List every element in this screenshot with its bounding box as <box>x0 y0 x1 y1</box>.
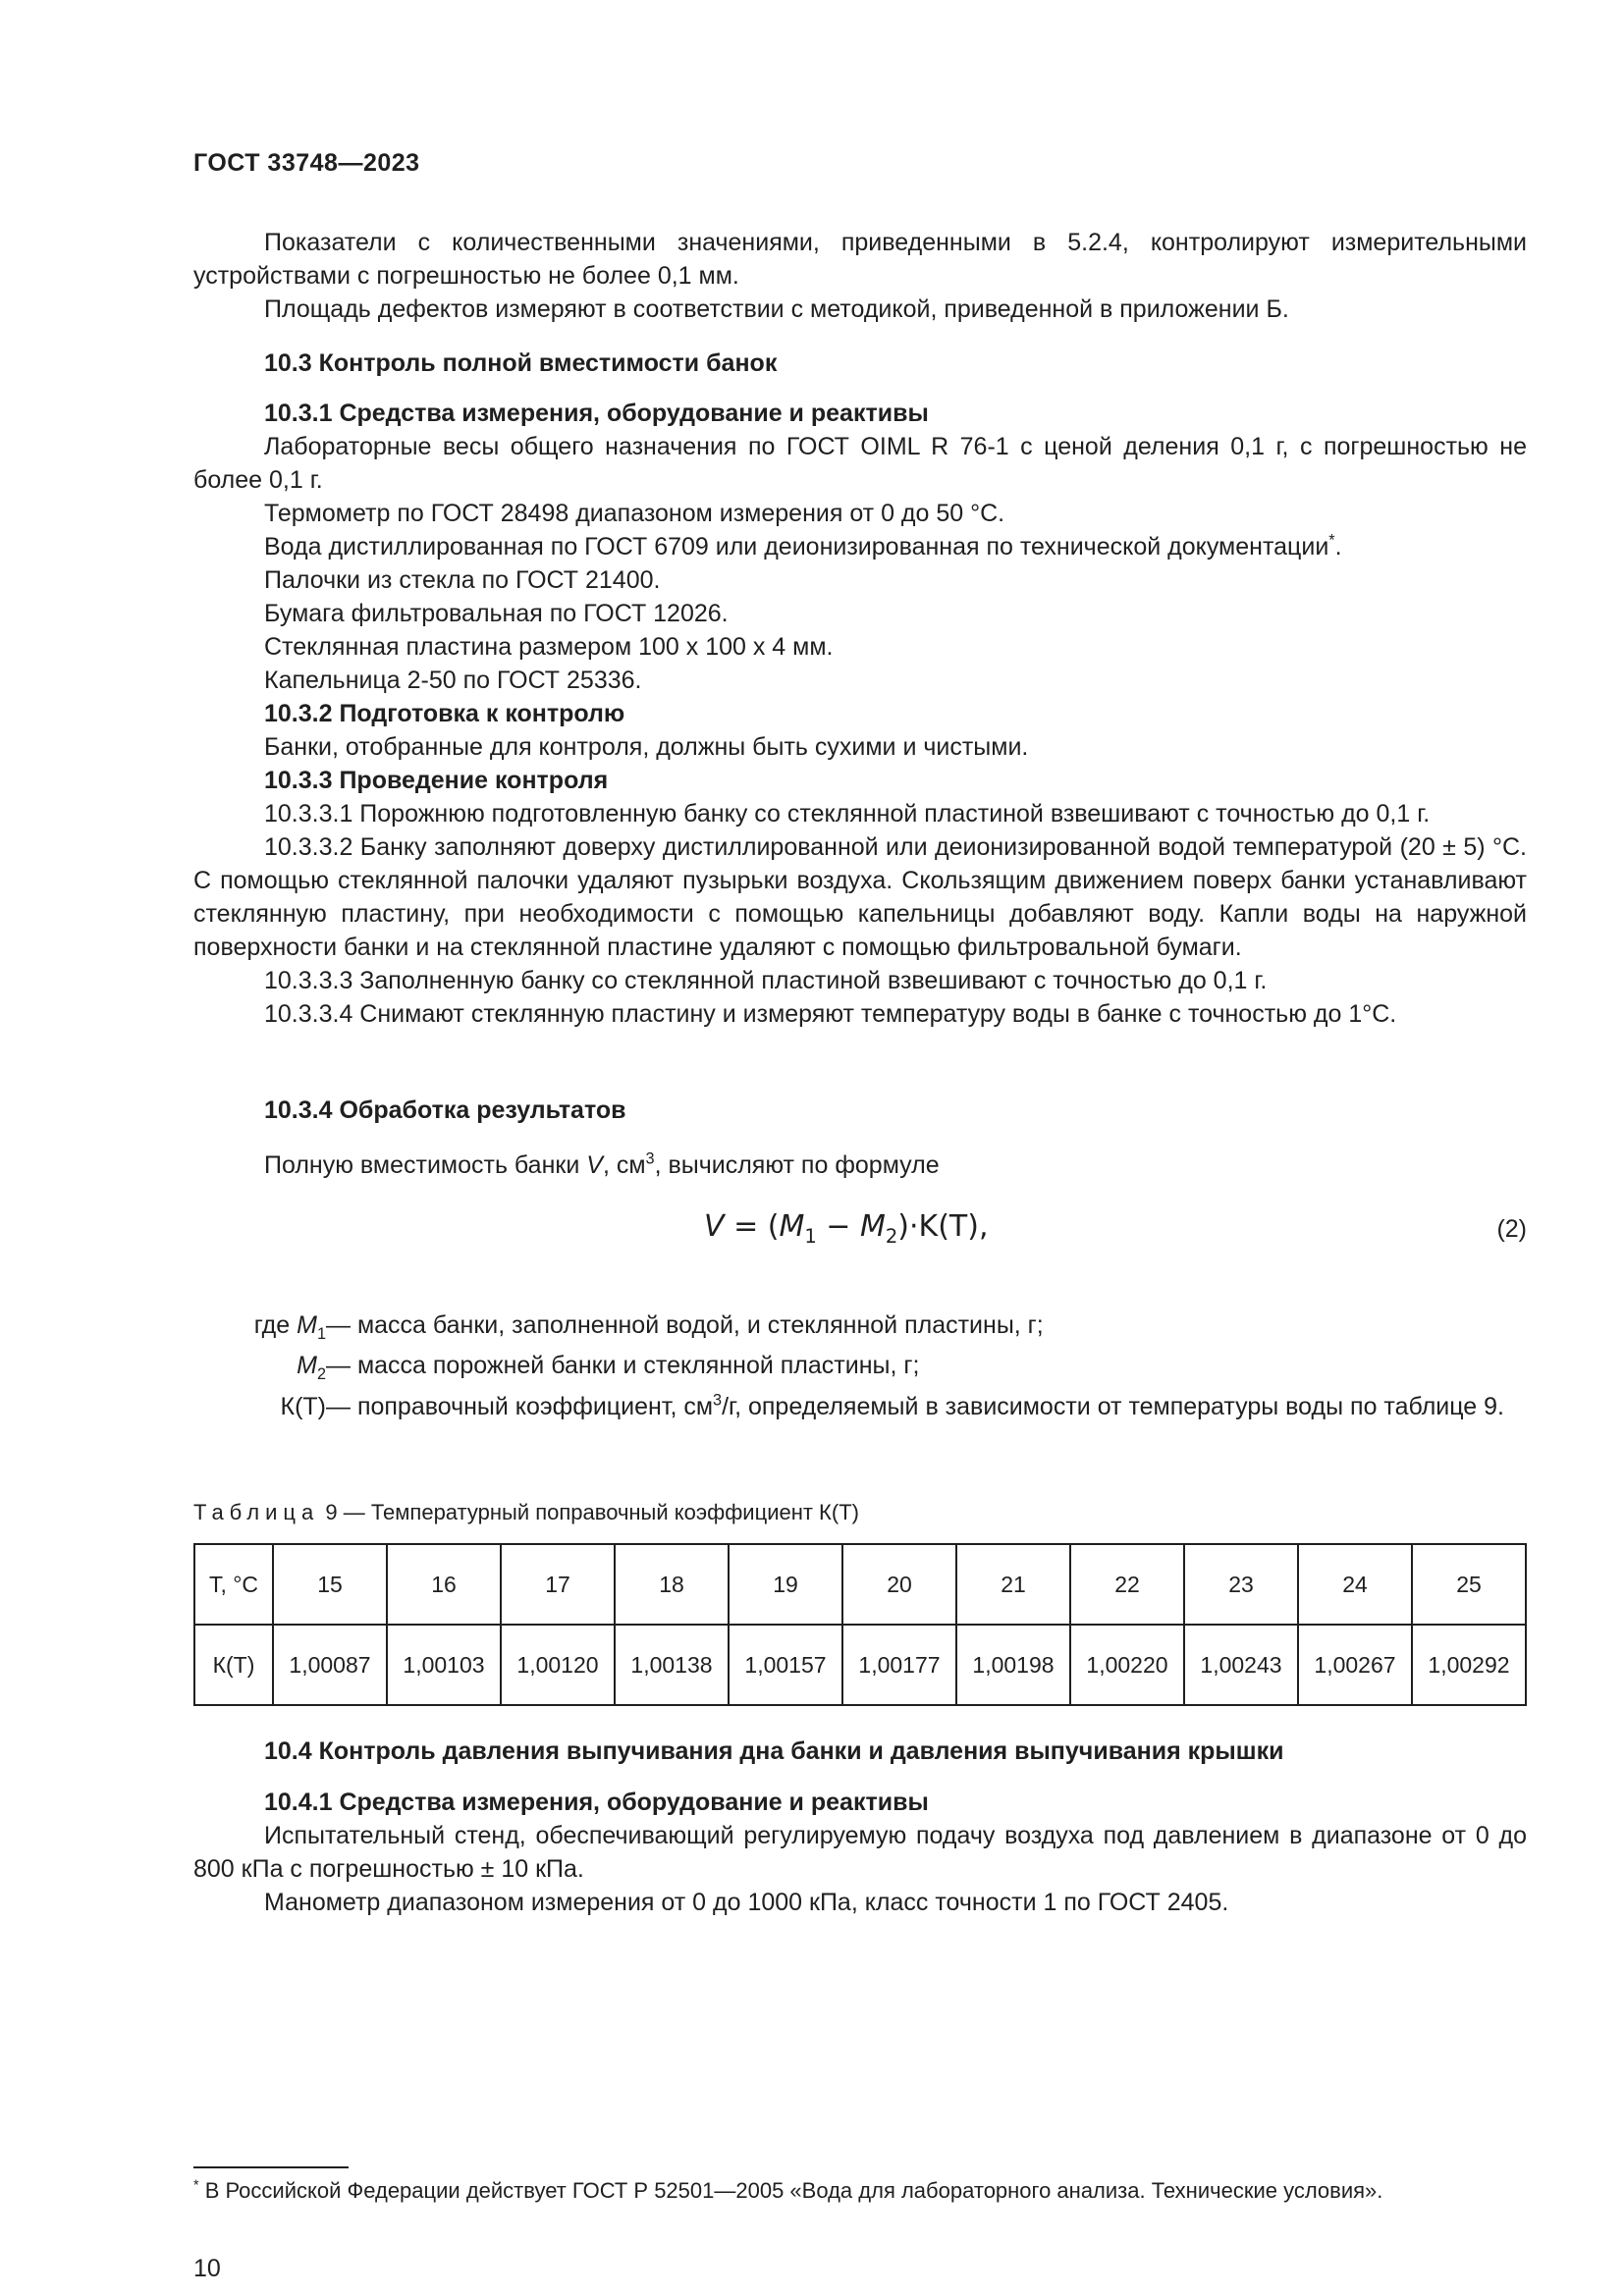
formula-number: (2) <box>1496 1215 1527 1243</box>
table-cell-temp: 18 <box>615 1544 729 1625</box>
heading-10-4: 10.4 Контроль давления выпучивания дна банки и давления выпучивания крышки <box>264 1737 1284 1765</box>
page-number: 10 <box>193 2255 221 2282</box>
table-cell-temp: 25 <box>1412 1544 1526 1625</box>
formula-2: $V = (M_1 - M_2)\cdot K(T)$, <box>704 1209 989 1248</box>
table-cell-temp: 20 <box>842 1544 956 1625</box>
equipment-item: Капельница 2-50 по ГОСТ 25336. <box>264 667 642 694</box>
equipment-item: Палочки из стекла по ГОСТ 21400. <box>264 566 661 594</box>
heading-10-4-1: 10.4.1 Средства измерения, оборудование и реактивы <box>264 1789 929 1816</box>
table-caption: Таблица 9 — Температурный поправочный коэффициент К(Т) <box>193 1500 859 1524</box>
table-cell-coef: 1,00198 <box>956 1625 1070 1705</box>
section-10-4-1 <box>193 1786 1527 1919</box>
intro-paragraph-1: Показатели с количественными значениями, приведенными в 5.2.4, контролируют измерительными устройствами с погрешностью не более 0,1 мм. <box>193 229 1527 290</box>
equipment-item: Манометр диапазоном измерения от 0 до 1000 кПа, класс точности 1 по ГОСТ 2405. <box>264 1889 1229 1916</box>
equipment-item: Вода дистиллированная по ГОСТ 6709 или деионизированная по технической документации*. <box>264 531 1342 561</box>
equipment-item: Лабораторные весы общего назначения по ГОСТ OIML R 76-1 с ценой деления 0,1 г, с погрешностью не более 0,1 г. <box>193 433 1527 494</box>
table-cell-coef: 1,00177 <box>842 1625 956 1705</box>
procedure-step: 10.3.3.1 Порожнюю подготовленную банку со стеклянной пластиной взвешивают с точностью до 0,1 г. <box>264 800 1431 828</box>
equipment-item: Бумага фильтровальная по ГОСТ 12026. <box>264 600 729 627</box>
table-row <box>194 1625 1526 1705</box>
table-cell-coef: 1,00292 <box>1412 1625 1526 1705</box>
footnote-separator <box>193 2166 349 2168</box>
table-cell-coef: 1,00120 <box>501 1625 615 1705</box>
table-cell-temp: 22 <box>1070 1544 1184 1625</box>
table-cell-temp: 23 <box>1184 1544 1298 1625</box>
table-cell-temp: 19 <box>729 1544 842 1625</box>
document-code: ГОСТ 33748—2023 <box>193 149 420 177</box>
table-cell-temp: 21 <box>956 1544 1070 1625</box>
intro-paragraph-2: Площадь дефектов измеряют в соответствии с методикой, приведенной в приложении Б. <box>264 295 1289 323</box>
heading-10-3-3: 10.3.3 Проведение контроля <box>264 767 609 794</box>
heading-10-3-2: 10.3.2 Подготовка к контролю <box>264 700 625 727</box>
footnote: * В Российской Федерации действует ГОСТ Р 52501—2005 «Вода для лабораторного анализа. Технические условия». <box>193 2177 1383 2203</box>
section-10-3-1 <box>193 397 1527 1031</box>
equipment-item: Стеклянная пластина размером 100 х 100 х 4 мм. <box>264 633 834 661</box>
procedure-step: 10.3.3.3 Заполненную банку со стеклянной пластиной взвешивают с точностью до 0,1 г. <box>264 967 1268 994</box>
table-cell-coef: 1,00138 <box>615 1625 729 1705</box>
table-9 <box>193 1543 1527 1706</box>
heading-10-3: 10.3 Контроль полной вместимости банок <box>264 349 778 377</box>
table-cell-temp: 16 <box>387 1544 501 1625</box>
table-cell-coef: 1,00103 <box>387 1625 501 1705</box>
table-cell-temp: 24 <box>1298 1544 1412 1625</box>
preparation-text: Банки, отобранные для контроля, должны быть сухими и чистыми. <box>264 733 1029 761</box>
table-cell-temp: 17 <box>501 1544 615 1625</box>
document-page: ГОСТ 33748—2023 Показатели с количественными значениями, приведенными в 5.2.4, контролируют измерительными устройствами с погрешностью не более 0,1 мм. Площадь дефектов измеряют в соответствии с методикой, приведенной в приложении Б. 10.3 Контроль полной вместимости банок 10.3.1 Средства измерения, оборудование и реактивы Лабораторные весы общего назначения по ГОСТ OIML R 76-1 с ценой деления 0,1 г, с погрешностью не более 0,1 г. Термометр по ГОСТ 28498 диапазоном измерения от 0 до 50 °С. Вода дистиллированная по ГОСТ 6709 или деионизированная по технической документации*. Палочки из стекла по ГОСТ 21400. Бумага фильтровальная по ГОСТ 12026. Стеклянная пластина размером 100 х 100 х 4 мм. Капельница 2-50 по ГОСТ 25336. 10.3.2 Подготовка к контролю Банки, отобранные для контроля, должны быть сухими и чистыми. 10.3.3 Проведение контроля 10.3.3.1 Порожнюю подготовленную банку со стеклянной пластиной взвешивают с точностью до 0,1 г. 10.3.3.2 Банку заполняют доверху дистиллированной или деионизированной водой температурой (20 ± 5) °С. С помощью стеклянной палочки удаляют пузырьки воздуха. Скользящим движением поверх банки устанавливают стеклянную пластину, при необходимости с помощью капельницы добавляют воду. Капли воды на наружной поверхности банки и на стеклянной пластине удаляют с помощью фильтровальной бумаги. 10.3.3.3 Заполненную банку со стеклянной пластиной взвешивают с точностью до 0,1 г. 10.3.3.4 Снимают стеклянную пластину и измеряют температуру воды в банке с точностью до 1°С. 10.3.4 Обработка результатов Полную вместимость банки V, $см^3$, вычисляют по формуле $V = (M_1 - M_2)\cdot K(T)$, (2) где $M_1$ — масса банки, заполненной водой, и стеклянной пластины, г; $M_2$ — масса порожней банки и стеклянной пластины, г; К(Т) — поправочный коэффициент, $см^3/г$, определяемый в зависимости от температуры воды по таблице 9. Таблица 9 — Температурный поправочный коэффициент К(Т) Т, °С 15 16 17 18 19 20 21 22 23 24 25 К(Т) 1,00087 1,00103 1,00120 1,00138 1,00157 1,00177 1,00198 1,00220 1,00243 1,00267 1,00292 10.4 Контроль давления выпучивания дна банки и давления выпучивания крышки 10.4.1 Средства измерения, оборудование и реактивы Испытательный стенд, обеспечивающий регулируемую подачу воздуха под давлением в диапазоне от 0 до 800 кПа с погрешностью ± 10 кПа. Манометр диапазоном измерения от 0 до 1000 кПа, класс точности 1 по ГОСТ 2405. * В Российской Федерации действует ГОСТ Р 52501—2005 «Вода для лабораторного анализа. Технические условия». 10 <box>193 149 1527 2282</box>
table-row-header: К(Т) <box>194 1625 273 1705</box>
table-row-header: Т, °С <box>194 1544 273 1625</box>
table-cell-coef: 1,00157 <box>729 1625 842 1705</box>
heading-10-3-4: 10.3.4 Обработка результатов <box>264 1096 626 1124</box>
heading-10-3-1: 10.3.1 Средства измерения, оборудование и реактивы <box>264 400 929 427</box>
table-cell-coef: 1,00087 <box>273 1625 387 1705</box>
table-cell-temp: 15 <box>273 1544 387 1625</box>
procedure-step: 10.3.3.4 Снимают стеклянную пластину и измеряют температуру воды в банке с точностью до 1°С. <box>264 1000 1397 1028</box>
footnote-ref: * <box>1328 531 1335 550</box>
table-cell-coef: 1,00267 <box>1298 1625 1412 1705</box>
equipment-item: Испытательный стенд, обеспечивающий регулируемую подачу воздуха под давлением в диапазоне от 0 до 800 кПа с погрешностью ± 10 кПа. <box>193 1822 1527 1883</box>
table-row <box>194 1544 1526 1625</box>
intro-block <box>193 226 1527 326</box>
procedure-step: 10.3.3.2 Банку заполняют доверху дистиллированной или деионизированной водой температурой (20 ± 5) °С. С помощью стеклянной палочки удаляют пузырьки воздуха. Скользящим движением поверх банки устанавливают стеклянную пластину, при необходимости с помощью капельницы добавляют воду. Капли воды на наружной поверхности банки и на стеклянной пластине удаляют с помощью фильтровальной бумаги. <box>193 833 1527 961</box>
table-cell-coef: 1,00220 <box>1070 1625 1184 1705</box>
equipment-item: Термометр по ГОСТ 28498 диапазоном измерения от 0 до 50 °С. <box>264 500 1005 527</box>
section-10-3-4 <box>193 1094 1527 1127</box>
formula-intro: Полную вместимость банки V, $см^3$, вычисляют по формуле <box>264 1149 940 1179</box>
table-cell-coef: 1,00243 <box>1184 1625 1298 1705</box>
section-10-4 <box>193 1735 1527 1768</box>
section-10-3 <box>193 347 1527 380</box>
